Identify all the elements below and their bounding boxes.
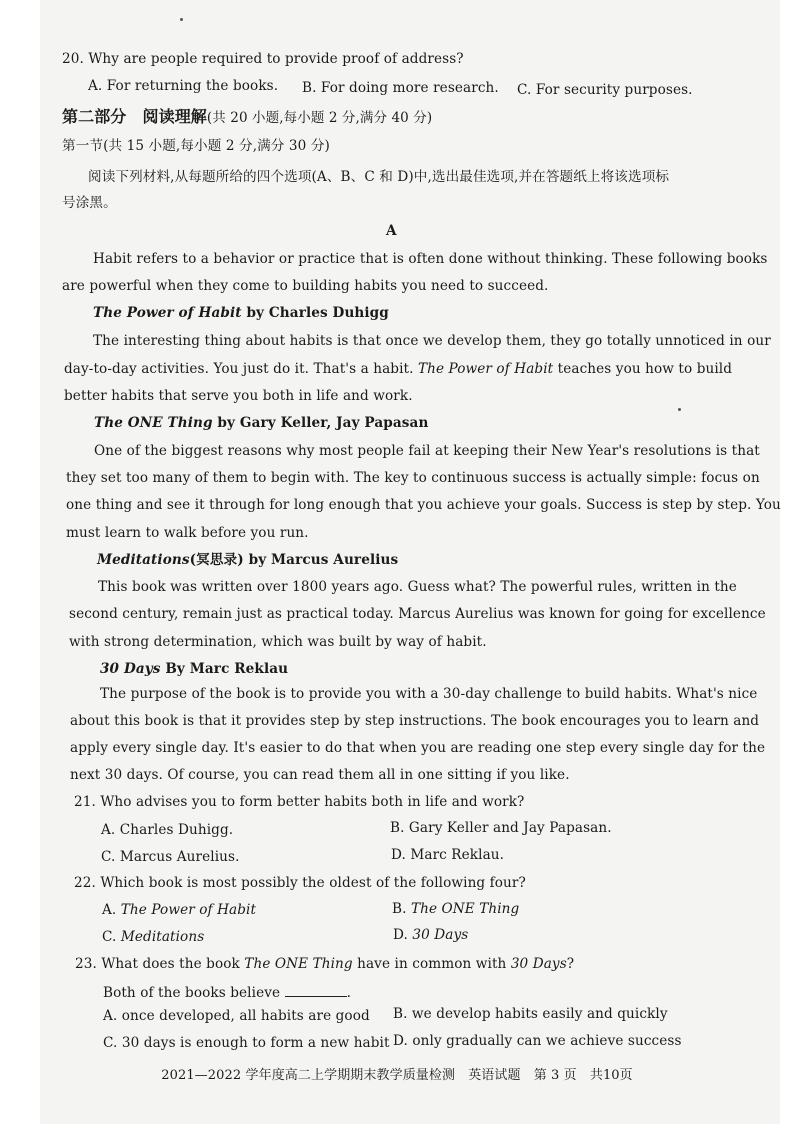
section-heading: 第一节(共 15 小题,每小题 2 分,满分 30 分): [62, 138, 330, 154]
q20-stem: 20. Why are people required to provide proof of address?: [62, 51, 464, 67]
q20-option-b: B. For doing more research.: [302, 80, 499, 96]
book3-line-1: This book was written over 1800 years ago. Guess what? The powerful rules, written in the: [98, 579, 737, 595]
page-footer: 2021—2022 学年度高二上学期期末教学质量检测 英语试题 第 3 页 共10页: [161, 1068, 633, 1083]
book4-heading: [100, 660, 288, 678]
book4-title: 30 Days: [100, 661, 161, 677]
part2-title-note: (共 20 小题,每小题 2 分,满分 40 分): [206, 110, 433, 126]
book1-line-3: better habits that serve you both in life and work.: [64, 388, 413, 404]
book1-line-2: [64, 360, 732, 378]
q20-option-a: A. For returning the books.: [88, 78, 279, 94]
q23-stem-title-2: 30 Days: [510, 956, 567, 972]
q22-option-c: [102, 928, 204, 946]
part2-title: 第二部分 阅读理解: [62, 107, 207, 126]
q22-option-a-text: The Power of Habit: [120, 902, 257, 918]
book1-line-2-title: The Power of Habit: [417, 361, 554, 377]
book1-author: by Charles Duhigg: [241, 305, 389, 321]
intro-line-1: Habit refers to a behavior or practice that is often done without thinking. These following books: [93, 251, 768, 267]
q20-option-c: C. For security purposes.: [517, 82, 693, 98]
book3-line-2: second century, remain just as practical today. Marcus Aurelius was known for going for excellence: [69, 606, 766, 622]
book2-heading: [94, 414, 428, 432]
book2-author: by Gary Keller, Jay Papasan: [212, 415, 429, 431]
q23-lead: [103, 982, 351, 1002]
answer-blank: [285, 982, 347, 997]
q21-option-a: A. Charles Duhigg.: [101, 822, 234, 838]
q23-lead-period: .: [346, 985, 351, 1001]
q23-option-a: A. once developed, all habits are good: [103, 1008, 370, 1024]
q22-option-b: [392, 900, 519, 918]
part2-heading: [62, 108, 432, 127]
q23-option-b: B. we develop habits easily and quickly: [393, 1006, 668, 1022]
book4-line-1: The purpose of the book is to provide you with a 30-day challenge to build habits. What's nice: [100, 686, 758, 702]
q23-option-c: C. 30 days is enough to form a new habit: [103, 1035, 390, 1051]
q22-option-d-text: 30 Days: [412, 927, 469, 943]
book2-line-3: one thing and see it through for long enough that you achieve your goals. Success is step by step. You: [66, 497, 781, 513]
q22-option-c-text: Meditations: [120, 929, 205, 945]
book1-line-1: The interesting thing about habits is that once we develop them, they go totally unnoticed in our: [93, 333, 771, 349]
q21-option-b: B. Gary Keller and Jay Papasan.: [390, 820, 612, 836]
book4-author: By Marc Reklau: [160, 661, 289, 677]
q21-option-d: D. Marc Reklau.: [391, 847, 505, 863]
q23-stem-title-1: The ONE Thing: [244, 956, 353, 972]
q22-option-a: [102, 901, 256, 919]
intro-line-2: are powerful when they come to building habits you need to succeed.: [62, 278, 549, 294]
book4-line-2: about this book is that it provides step by step instructions. The book encourages you to learn and: [70, 713, 760, 729]
q22-option-b-letter: B.: [392, 901, 411, 917]
book1-title: The Power of Habit: [93, 305, 242, 321]
book3-line-3: with strong determination, which was built by way of habit.: [69, 634, 487, 650]
q22-option-c-letter: C.: [102, 929, 121, 945]
scan-speck: [678, 408, 681, 411]
q23-option-d: D. only gradually can we achieve success: [393, 1033, 682, 1049]
q23-stem-middle: have in common with: [352, 956, 511, 972]
q21-stem: 21. Who advises you to form better habits both in life and work?: [74, 794, 525, 810]
book2-title: The ONE Thing: [94, 415, 213, 431]
book1-line-2-start: day-to-day activities. You just do it. That's a habit.: [64, 361, 418, 377]
q22-option-d-letter: D.: [393, 927, 413, 943]
instructions-line-2: 号涂黑。: [62, 195, 117, 211]
q23-stem: [75, 955, 574, 973]
book2-line-2: they set too many of them to begin with. The key to continuous success is actually simple: focus on: [66, 470, 760, 486]
book1-heading: [93, 304, 389, 322]
q22-option-b-text: The ONE Thing: [410, 901, 520, 917]
book4-line-3: apply every single day. It's easier to do that when you are reading one step every single day for the: [70, 740, 766, 756]
book3-cn-note: (冥思录): [189, 552, 244, 568]
book2-line-1: One of the biggest reasons why most people fail at keeping their New Year's resolutions is that: [94, 443, 760, 459]
book4-line-4: next 30 days. Of course, you can read them all in one sitting if you like.: [70, 767, 570, 783]
q22-option-d: [393, 926, 468, 944]
q22-stem: 22. Which book is most possibly the oldest of the following four?: [74, 875, 526, 891]
q23-lead-text: Both of the books believe: [103, 985, 281, 1001]
q22-option-a-letter: A.: [102, 902, 121, 918]
book3-heading: [97, 551, 398, 569]
scan-speck: [180, 18, 183, 21]
book2-line-4: must learn to walk before you run.: [66, 525, 309, 541]
passage-label: A: [386, 223, 397, 239]
instructions-line-1: 阅读下列材料,从每题所给的四个选项(A、B、C 和 D)中,选出最佳选项,并在答题纸上将该选项标: [88, 169, 670, 185]
book3-title: Meditations: [97, 552, 190, 568]
q23-stem-start: 23. What does the book: [75, 956, 245, 972]
q23-stem-end: ?: [566, 956, 575, 972]
book3-author: by Marcus Aurelius: [243, 552, 399, 568]
q21-option-c: C. Marcus Aurelius.: [101, 849, 240, 865]
book1-line-2-end: teaches you how to build: [553, 361, 733, 377]
